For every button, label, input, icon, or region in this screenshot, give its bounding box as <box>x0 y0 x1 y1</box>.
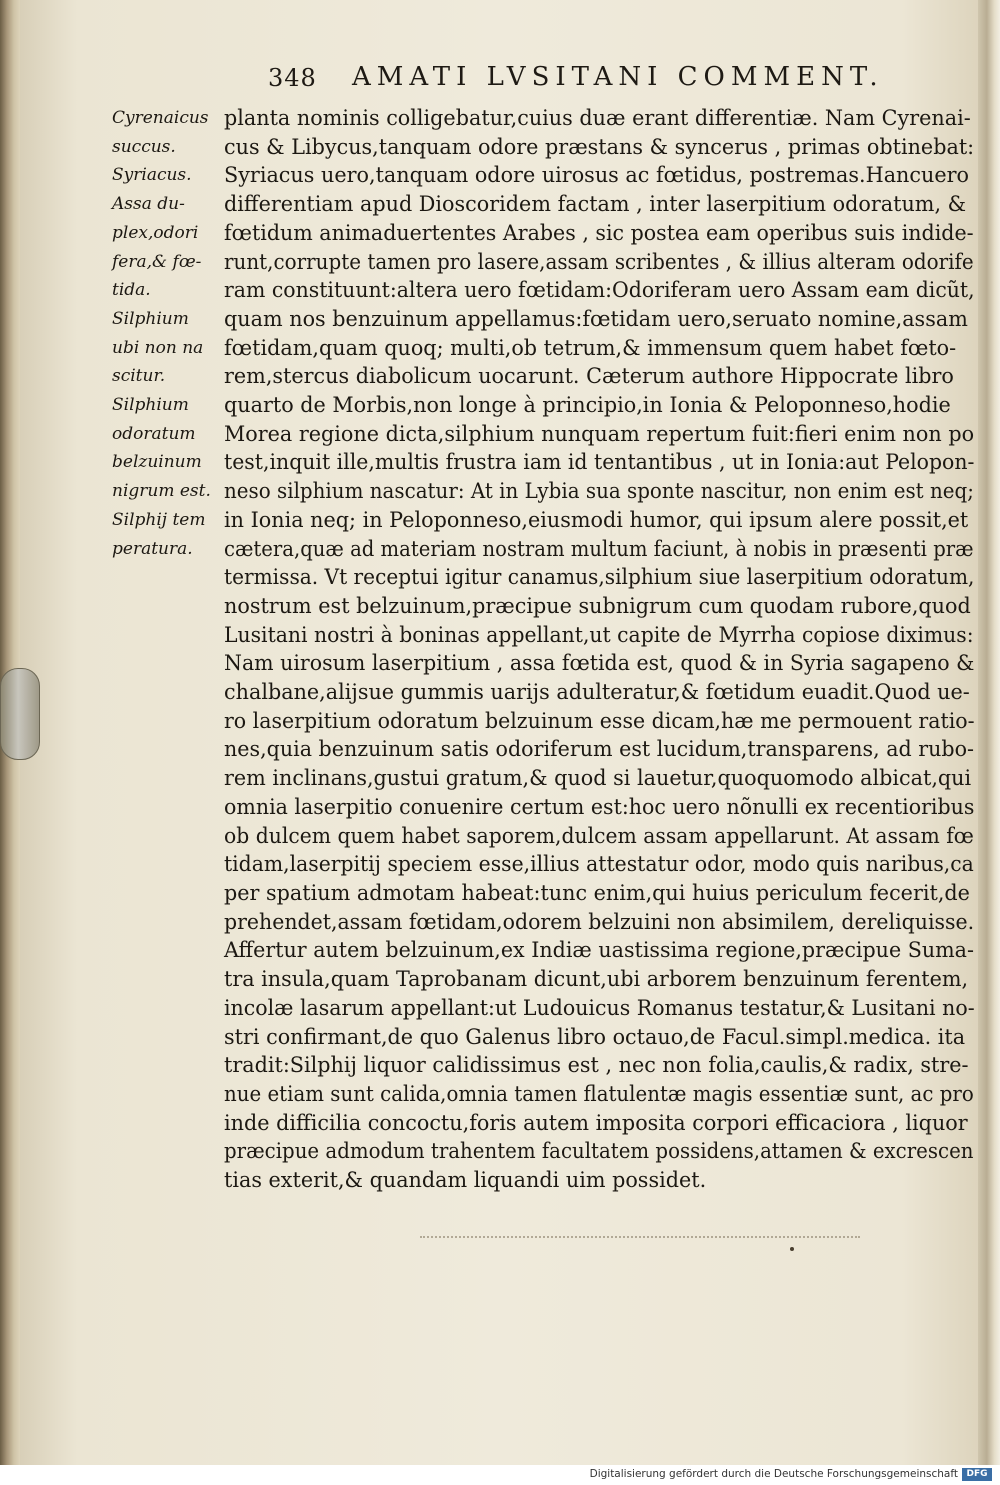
text-line: nue etiam sunt calida,omnia tamen flatulentæ magis essentiæ sunt, ac pro <box>224 1081 974 1106</box>
running-title: AMATI LVSITANI COMMENT. <box>352 62 884 92</box>
page-header <box>0 62 1000 102</box>
text-line: planta nominis colligebatur,cuius duæ erant differentiæ. Nam Cyrenai- <box>224 106 971 130</box>
text-line: Nam uirosum laserpitium , assa fœtida est, quod & in Syria sagapeno & <box>224 651 975 676</box>
text-line: Morea regione dicta,silphium nunquam repertum fuit:fieri enim non po <box>224 421 975 446</box>
margin-note: belzuinum <box>112 452 202 473</box>
margin-notes <box>112 104 232 563</box>
footer-bar <box>0 1465 1000 1485</box>
text-line: Affertur autem belzuinum,ex Indiæ uastissima regione,præcipue Suma- <box>224 938 974 963</box>
footer-credit: Digitalisierung gefördert durch die Deutsche Forschungsgemeinschaft <box>589 1468 958 1480</box>
text-line: quarto de Morbis,non longe à principio,in Ionia & Peloponneso,hodie <box>224 393 951 418</box>
text-line: fœtidum animaduertentes Arabes , sic postea eam operibus suis indide- <box>224 220 974 245</box>
book-clasp-icon <box>0 668 40 760</box>
text-line: tidam,laserpitij speciem esse,illius attestatur odor, modo quis naribus,ca <box>224 852 974 877</box>
text-line: incolæ lasarum appellant:ut Ludouicus Romanus testatur,& Lusitani no- <box>224 995 975 1020</box>
text-line: per spatium admotam habeat:tunc enim,qui huius periculum fecerit,de <box>224 880 970 905</box>
text-line: tradit:Silphij liquor calidissimus est , nec non folia,caulis,& radix, stre- <box>224 1053 969 1078</box>
text-line: ob dulcem quem habet saporem,dulcem assam appellarunt. At assam fœ <box>224 823 974 848</box>
margin-note: fera,& fœ- <box>112 251 202 272</box>
text-line: test,inquit ille,multis frustra iam id tentantibus , ut in Ionia:aut Pelopon- <box>224 450 975 475</box>
text-line: termissa. Vt receptui igitur canamus,silphium siue laserpitium odoratum, <box>224 565 975 590</box>
text-line: neso silphium nascatur: At in Lybia sua sponte nascitur, non enim est neq; <box>224 479 974 504</box>
text-line: chalbane,alijsue gummis uarijs adulteratur,& fœtidum euadit.Quod ue- <box>224 680 970 705</box>
margin-note: plex,odori <box>112 222 199 243</box>
text-line: in Ionia neq; in Peloponneso,eiusmodi humor, qui ipsum alere possit,et <box>224 507 969 532</box>
text-line: cus & Libycus,tanquam odore præstans & syncerus , primas obtinebat: <box>224 134 975 159</box>
text-line: quam nos benzuinum appellamus:fœtidam uero,seruato nomine,assam <box>224 306 968 331</box>
text-line: runt,corrupte tamen pro lasere,assam scribentes , & illius alteram odorife <box>224 249 974 274</box>
text-line: cætera,quæ ad materiam nostram multum faciunt, à nobis in præsenti præ <box>224 536 974 561</box>
margin-note: ubi non na <box>112 337 204 358</box>
body-text <box>224 104 984 1195</box>
text-line: præcipue admodum trahentem facultatem possidens,attamen & excrescen <box>224 1139 974 1164</box>
margin-note: succus. <box>112 136 176 157</box>
text-line: prehendet,assam fœtidam,odorem belzuini non absimilem, dereliquisse. <box>224 909 975 934</box>
margin-note: Silphium <box>112 308 189 329</box>
margin-note: Assa du- <box>112 194 185 215</box>
dfg-logo-icon: DFG <box>962 1468 992 1481</box>
page-number: 348 <box>268 64 317 92</box>
text-line: differentiam apud Dioscoridem factam , inter laserpitium odoratum, & <box>224 192 967 217</box>
text-line: omnia laserpitio conuenire certum est:hoc uero nõnulli ex recentioribus <box>224 794 975 819</box>
margin-note: Cyrenaicus <box>112 108 209 128</box>
text-line: Lusitani nostri à boninas appellant,ut capite de Myrrha copiose diximus: <box>224 622 974 647</box>
text-line: ro laserpitium odoratum belzuinum esse dicam,hæ me permouent ratio- <box>224 708 975 733</box>
margin-note: odoratum <box>112 423 196 444</box>
margin-note: tida. <box>112 280 151 301</box>
margin-note: nigrum est. <box>112 481 211 502</box>
text-line: tias exterit,& quandam liquandi uim possidet. <box>224 1168 707 1193</box>
ink-speck <box>790 1247 794 1251</box>
bleed-through-mark <box>420 1236 860 1240</box>
margin-note: Silphium <box>112 395 189 416</box>
text-line: stri confirmant,de quo Galenus libro octauo,de Facul.simpl.medica. ita <box>224 1024 966 1049</box>
margin-note: Silphij tem <box>112 509 206 530</box>
text-line: nes,quia benzuinum satis odoriferum est lucidum,transparens, ad rubo- <box>224 737 974 762</box>
text-line: ram constituunt:altera uero fœtidam:Odoriferam uero Assam eam dicũt, <box>224 278 975 303</box>
margin-note: Syriacus. <box>112 165 192 186</box>
text-line: Syriacus uero,tanquam odore uirosus ac fœtidus, postremas.Hancuero <box>224 163 970 188</box>
text-line: fœtidam,quam quoq; multi,ob tetrum,& immensum quem habet fœto- <box>224 335 957 360</box>
text-line: inde difficilia concoctu,foris autem imposita corpori efficaciora , liquor <box>224 1110 968 1135</box>
margin-note: scitur. <box>112 366 166 387</box>
text-line: nostrum est belzuinum,præcipue subnigrum cum quodam rubore,quod <box>224 593 971 618</box>
margin-note: peratura. <box>112 538 193 559</box>
text-line: tra insula,quam Taprobanam dicunt,ubi arborem benzuinum ferentem, <box>224 967 969 992</box>
text-line: rem,stercus diabolicum uocarunt. Cæterum authore Hippocrate libro <box>224 364 954 389</box>
text-line: rem inclinans,gustui gratum,& quod si lauetur,quoquomodo albicat,qui <box>224 766 972 791</box>
